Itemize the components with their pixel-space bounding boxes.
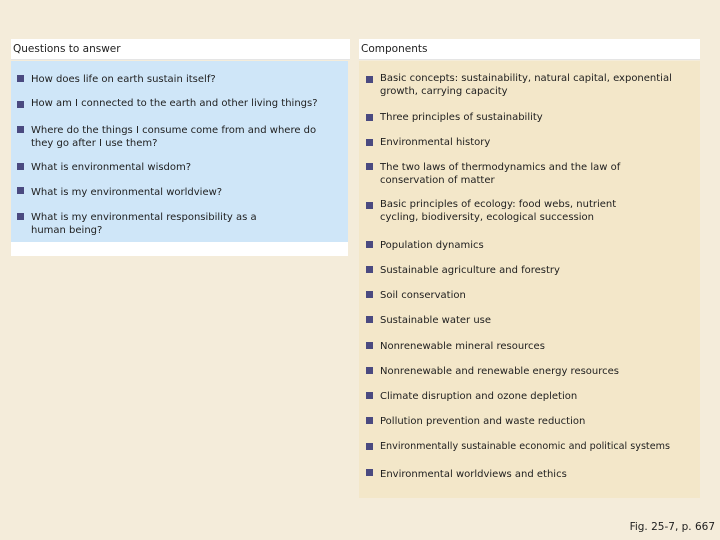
component-text: Environmental worldviews and ethics — [380, 469, 567, 480]
square-bullet-icon — [17, 187, 24, 194]
square-bullet-icon — [17, 75, 24, 82]
question-text: What is environmental wisdom? — [31, 162, 192, 173]
component-text: Environmental history — [380, 137, 491, 148]
square-bullet-icon — [366, 443, 373, 450]
square-bullet-icon — [17, 163, 24, 170]
square-bullet-icon — [366, 469, 373, 476]
square-bullet-icon — [366, 266, 373, 273]
questions-heading: Questions to answer — [11, 39, 350, 60]
square-bullet-icon — [366, 417, 373, 424]
question-text: How am I connected to the earth and other living things? — [31, 98, 318, 109]
component-text: Soil conservation — [380, 290, 466, 301]
square-bullet-icon — [17, 213, 24, 220]
questions-panel-footer — [11, 242, 348, 256]
component-text: The two laws of thermodynamics and the law of conservation of matter — [380, 162, 621, 186]
square-bullet-icon — [366, 163, 373, 170]
question-text: What is my environmental responsibility as a human being? — [31, 212, 257, 236]
question-text: How does life on earth sustain itself? — [31, 74, 216, 85]
component-text: Sustainable water use — [380, 315, 492, 326]
component-text: Population dynamics — [380, 240, 484, 251]
square-bullet-icon — [366, 114, 373, 121]
component-text: Sustainable agriculture and forestry — [380, 265, 560, 276]
square-bullet-icon — [17, 126, 24, 133]
component-text: Pollution prevention and waste reduction — [380, 416, 586, 427]
component-text: Climate disruption and ozone depletion — [380, 391, 578, 402]
square-bullet-icon — [366, 76, 373, 83]
square-bullet-icon — [366, 202, 373, 209]
square-bullet-icon — [366, 139, 373, 146]
components-heading: Components — [359, 39, 700, 60]
component-text: Environmentally sustainable economic and political systems — [380, 441, 670, 452]
component-text: Nonrenewable and renewable energy resources — [380, 366, 620, 377]
component-text: Nonrenewable mineral resources — [380, 341, 545, 352]
square-bullet-icon — [366, 392, 373, 399]
square-bullet-icon — [366, 241, 373, 248]
question-text: What is my environmental worldview? — [31, 187, 223, 198]
square-bullet-icon — [17, 101, 24, 108]
questions-panel — [11, 61, 348, 242]
components-panel — [359, 61, 700, 498]
component-text: Basic principles of ecology: food webs, nutrient cycling, biodiversity, ecological succession — [380, 199, 617, 223]
component-text: Basic concepts: sustainability, natural capital, exponential growth, carrying capacity — [380, 73, 672, 97]
square-bullet-icon — [366, 367, 373, 374]
square-bullet-icon — [366, 316, 373, 323]
figure-caption: Fig. 25-7, p. 667 — [629, 521, 715, 533]
square-bullet-icon — [366, 291, 373, 298]
component-text: Three principles of sustainability — [380, 112, 543, 123]
square-bullet-icon — [366, 342, 373, 349]
question-text: Where do the things I consume come from and where do they go after I use them? — [31, 125, 317, 149]
